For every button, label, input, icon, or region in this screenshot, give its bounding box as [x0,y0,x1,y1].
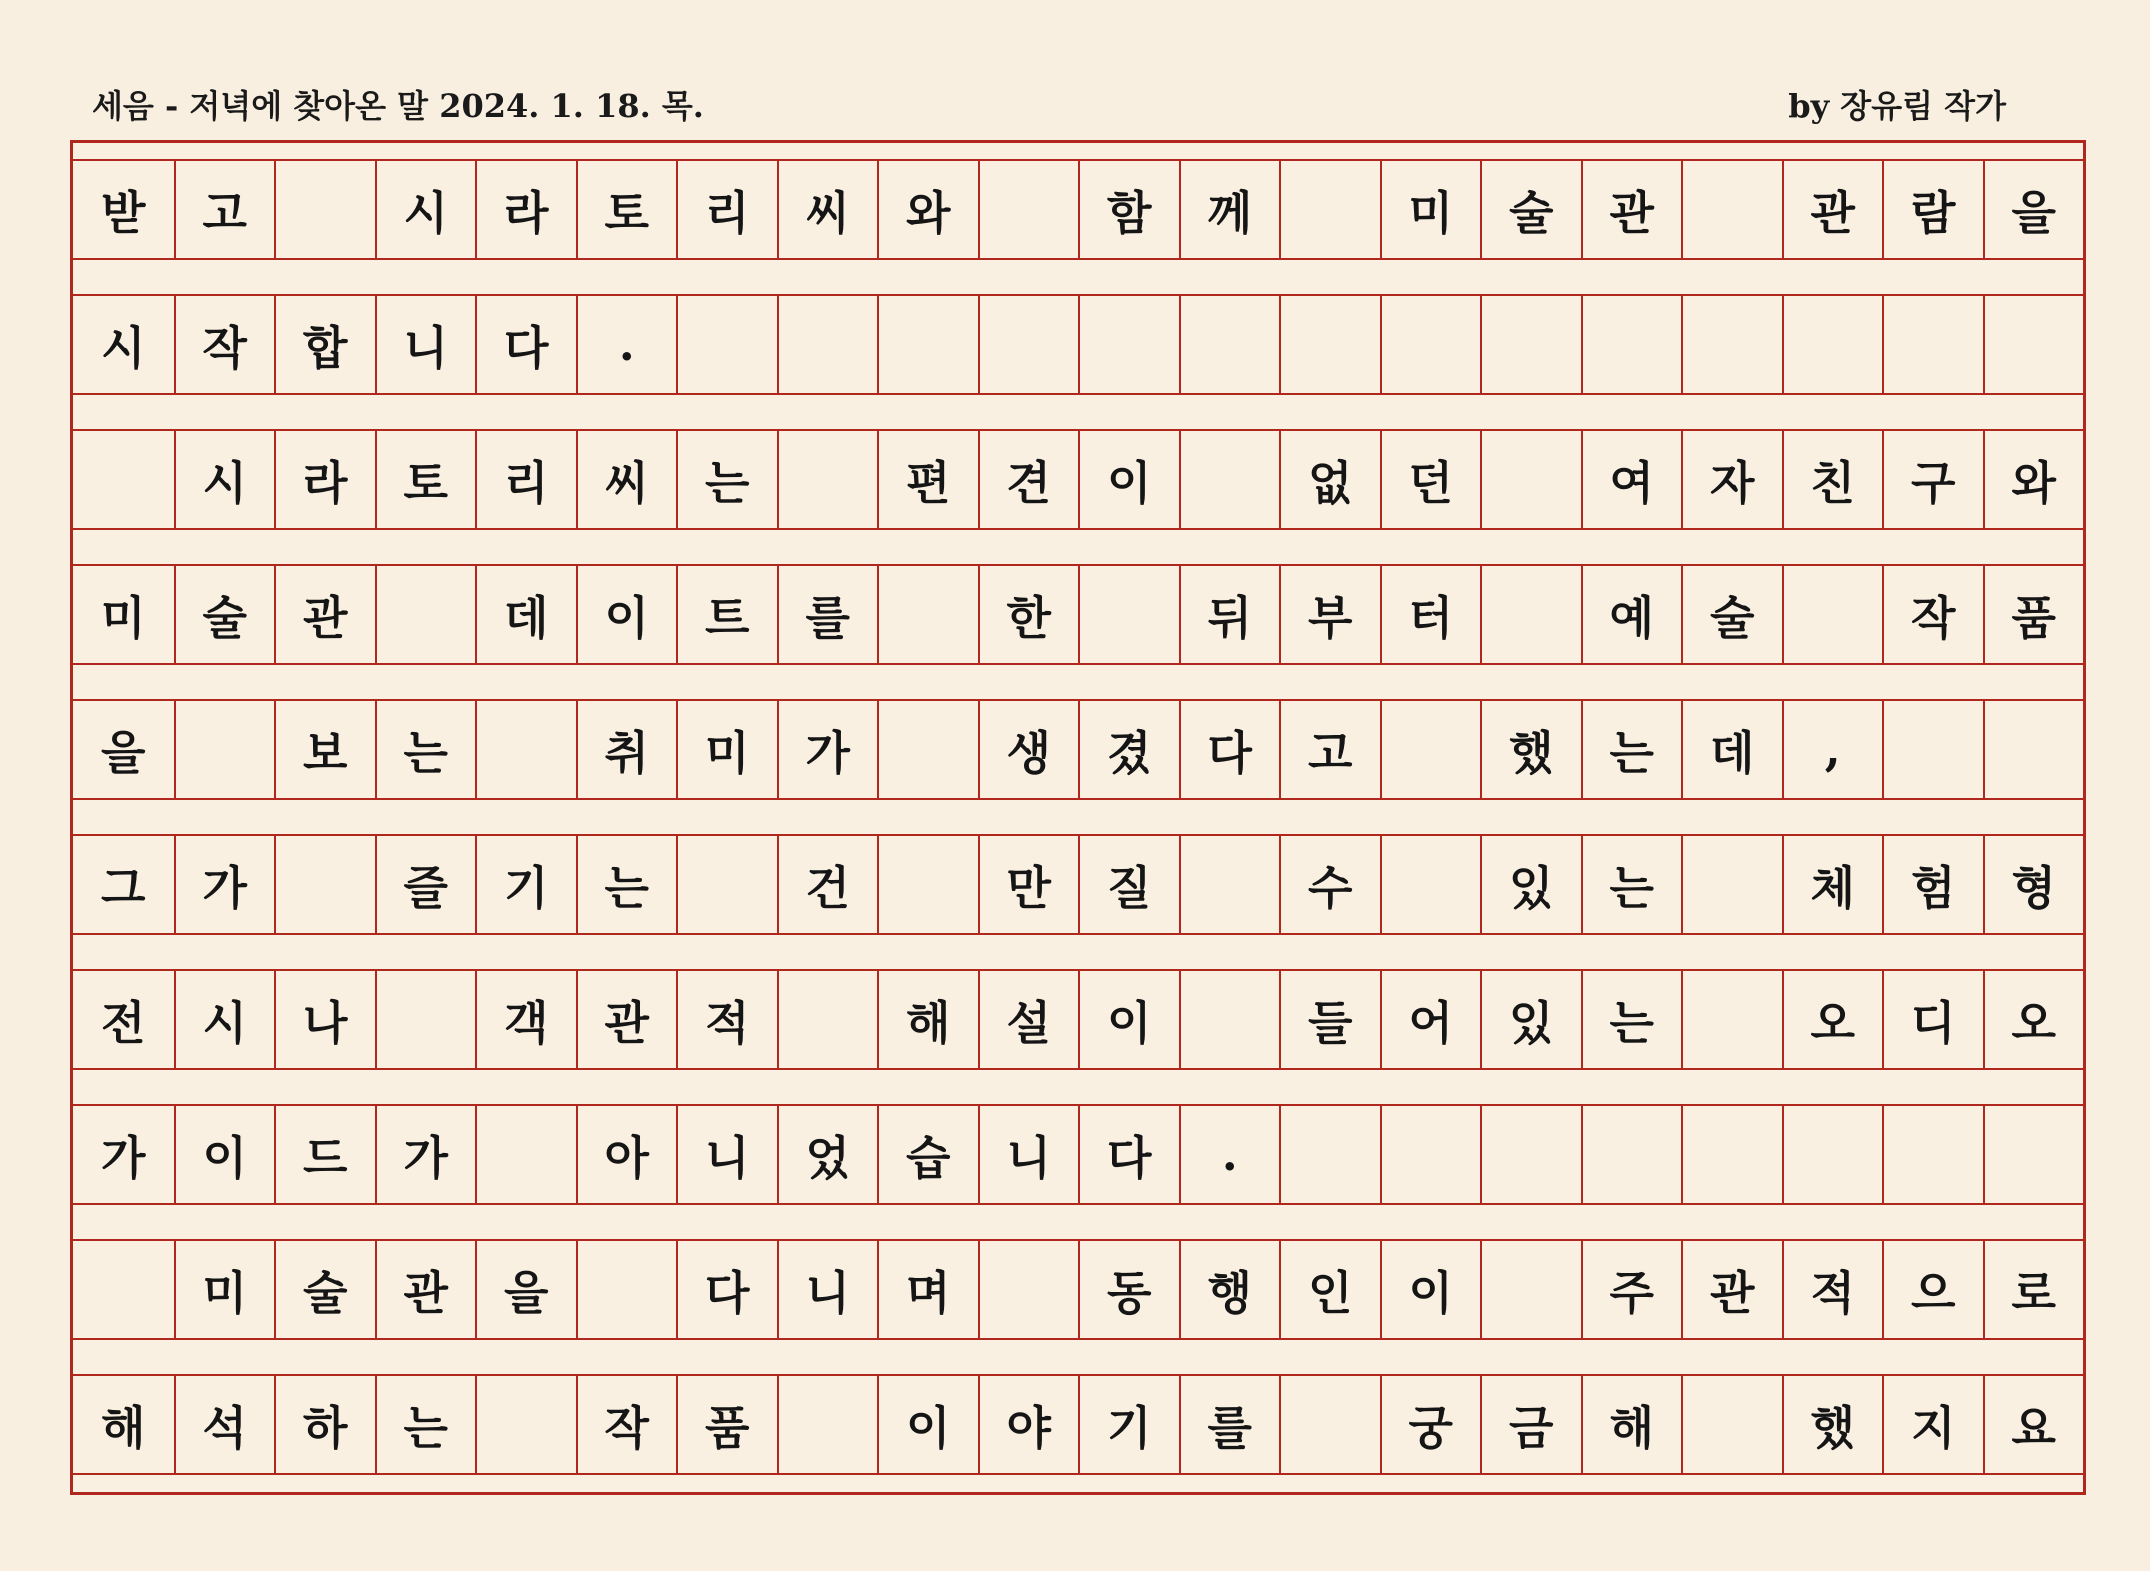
grid-cell [1279,1106,1380,1203]
grid-cell: 즐 [375,836,476,933]
manuscript-row [73,1374,2083,1475]
grid-cell [1681,296,1782,393]
grid-cell: 와 [877,161,978,258]
grid-cell [1380,836,1481,933]
grid-cell: 작 [576,1376,677,1473]
grid-cell: 니 [375,296,476,393]
grid-cell [475,1106,576,1203]
manuscript-title: 세음 - 저녁에 찾아온 말 2024. 1. 18. 목. [92,87,704,125]
grid-cell: 객 [475,971,576,1068]
grid-cell: 술 [174,566,275,663]
grid-cell [1782,296,1883,393]
grid-cell [1078,566,1179,663]
grid-cell: 적 [1782,1241,1883,1338]
grid-cell [475,701,576,798]
grid-cell [1882,701,1983,798]
grid-cell: 야 [978,1376,1079,1473]
grid-cell: 질 [1078,836,1179,933]
grid-cell: 수 [1279,836,1380,933]
grid-cell: 부 [1279,566,1380,663]
grid-cell: 험 [1882,836,1983,933]
grid-cell: 보 [274,701,375,798]
grid-cell: 했 [1480,701,1581,798]
grid-cell: 는 [676,431,777,528]
grid-cell: 작 [174,296,275,393]
grid-cell: 가 [101,1130,146,1185]
grid-cell [1581,1106,1682,1203]
grid-cell: 오 [1782,971,1883,1068]
grid-cell [1681,971,1782,1068]
grid-cell [375,566,476,663]
grid-cell: 관 [1581,161,1682,258]
grid-cell [73,1241,174,1338]
grid-cell [1279,161,1380,258]
grid-cell: 던 [1380,431,1481,528]
manuscript-row [73,834,2083,935]
grid-cell: 해 [877,971,978,1068]
grid-cell [978,296,1079,393]
grid-cell: 기 [475,836,576,933]
grid-cell: 겼 [1078,701,1179,798]
grid-cell: 미 [1380,161,1481,258]
grid-cell: 자 [1681,431,1782,528]
grid-cell: 는 [1581,701,1682,798]
grid-cell [1179,431,1280,528]
grid-cell: 며 [877,1241,978,1338]
grid-cell: 시 [375,161,476,258]
grid-cell: 토 [375,431,476,528]
grid-cell: 미 [174,1241,275,1338]
manuscript-row [73,564,2083,665]
grid-cell [274,161,375,258]
grid-cell: 라 [475,161,576,258]
grid-cell: 드 [274,1106,375,1203]
grid-cell: 를 [777,566,878,663]
grid-cell: 하 [274,1376,375,1473]
grid-cell: 친 [1782,431,1883,528]
grid-cell: 었 [777,1106,878,1203]
grid-cell: 술 [1480,161,1581,258]
grid-cell [1983,1106,2084,1203]
grid-cell [1983,701,2084,798]
grid-cell [174,701,275,798]
grid-cell: 인 [1279,1241,1380,1338]
grid-cell: 적 [676,971,777,1068]
grid-cell: 없 [1279,431,1380,528]
grid-cell: 리 [475,431,576,528]
grid-cell: 나 [274,971,375,1068]
grid-cell [1882,296,1983,393]
grid-cell: 토 [576,161,677,258]
page-header [92,78,2006,130]
grid-cell [1279,296,1380,393]
grid-cell: 했 [1782,1376,1883,1473]
grid-cell: 있 [1480,971,1581,1068]
grid-cell: 데 [1681,701,1782,798]
grid-cell: 으 [1882,1241,1983,1338]
grid-cell: 이 [576,566,677,663]
grid-cell [777,971,878,1068]
grid-cell: . [576,296,677,393]
grid-cell: 를 [1179,1376,1280,1473]
grid-cell: 함 [1078,161,1179,258]
grid-cell: 이 [877,1376,978,1473]
grid-cell [1480,296,1581,393]
grid-cell: 다 [1179,701,1280,798]
grid-cell [1179,836,1280,933]
grid-cell: 견 [978,431,1079,528]
grid-cell [1380,296,1481,393]
grid-cell: 와 [1983,431,2084,528]
grid-cell: 동 [1078,1241,1179,1338]
grid-cell: 고 [1279,701,1380,798]
grid-cell: 이 [1078,431,1179,528]
grid-cell: 씨 [576,431,677,528]
manuscript-row [73,429,2083,530]
manuscript-row [73,159,2083,260]
grid-cell: 습 [877,1106,978,1203]
grid-cell: 께 [1179,161,1280,258]
grid-cell: 리 [676,161,777,258]
grid-cell [475,1376,576,1473]
grid-cell: 을 [1983,161,2084,258]
grid-cell: 받 [101,185,146,240]
grid-cell: 품 [676,1376,777,1473]
grid-cell: 품 [1983,566,2084,663]
grid-cell [1882,1106,1983,1203]
grid-cell: 만 [978,836,1079,933]
grid-cell: 는 [375,701,476,798]
grid-cell [1078,296,1179,393]
manuscript-row [73,699,2083,800]
grid-cell: 시 [174,431,275,528]
grid-cell: 로 [1983,1241,2084,1338]
grid-cell: 니 [978,1106,1079,1203]
manuscript-row [73,1239,2083,1340]
grid-cell: 람 [1882,161,1983,258]
grid-cell [978,1241,1079,1338]
grid-cell [73,431,174,528]
grid-cell: 한 [978,566,1079,663]
grid-cell [1782,1106,1883,1203]
grid-cell: 고 [174,161,275,258]
grid-cell: 구 [1882,431,1983,528]
grid-cell: 데 [475,566,576,663]
grid-cell [1480,1241,1581,1338]
grid-cell [1480,431,1581,528]
grid-cell: 작 [1882,566,1983,663]
grid-cell: 미 [676,701,777,798]
grid-cell: 씨 [777,161,878,258]
grid-cell: 니 [676,1106,777,1203]
grid-cell [576,1241,677,1338]
grid-cell: 오 [1983,971,2084,1068]
grid-cell: 금 [1480,1376,1581,1473]
grid-cell: 다 [1078,1106,1179,1203]
grid-cell: 을 [475,1241,576,1338]
grid-cell: 는 [576,836,677,933]
grid-cell: 시 [174,971,275,1068]
grid-cell [274,836,375,933]
grid-cell [1681,161,1782,258]
grid-cell: 디 [1882,971,1983,1068]
manuscript-row [73,969,2083,1070]
grid-cell [1681,1106,1782,1203]
grid-cell [1380,1106,1481,1203]
manuscript-grid [70,140,2086,1495]
grid-cell: 합 [274,296,375,393]
grid-cell: 행 [1179,1241,1280,1338]
grid-cell [1480,566,1581,663]
grid-cell: . [1179,1106,1280,1203]
grid-cell: 라 [274,431,375,528]
grid-cell: 취 [576,701,677,798]
grid-cell: 기 [1078,1376,1179,1473]
grid-cell: 관 [1681,1241,1782,1338]
grid-cell: 이 [1380,1241,1481,1338]
grid-cell: 석 [174,1376,275,1473]
grid-cell: 여 [1581,431,1682,528]
grid-cell: 을 [101,725,146,780]
grid-cell: 이 [174,1106,275,1203]
grid-cell [877,296,978,393]
grid-cell [1480,1106,1581,1203]
grid-cell: , [1782,701,1883,798]
grid-cell [978,161,1079,258]
grid-cell: 미 [101,590,146,645]
grid-cell: 관 [1782,161,1883,258]
grid-cell: 가 [777,701,878,798]
grid-cell: 설 [978,971,1079,1068]
grid-cell [1681,836,1782,933]
grid-cell: 관 [274,566,375,663]
grid-cell [877,701,978,798]
grid-cell: 해 [101,1400,146,1455]
grid-cell: 들 [1279,971,1380,1068]
grid-cell [777,1376,878,1473]
grid-cell [1179,296,1280,393]
grid-cell: 뒤 [1179,566,1280,663]
grid-cell: 주 [1581,1241,1682,1338]
grid-cell [1782,566,1883,663]
grid-cell [877,836,978,933]
manuscript-row [73,294,2083,395]
grid-cell [1380,701,1481,798]
grid-cell: 관 [375,1241,476,1338]
grid-cell: 이 [1078,971,1179,1068]
grid-cell [877,566,978,663]
grid-cell: 가 [174,836,275,933]
grid-cell: 다 [475,296,576,393]
grid-cell: 예 [1581,566,1682,663]
grid-cell [676,836,777,933]
grid-cell: 관 [576,971,677,1068]
grid-cell: 터 [1380,566,1481,663]
grid-cell: 편 [877,431,978,528]
grid-cell: 는 [375,1376,476,1473]
grid-cell [375,971,476,1068]
grid-cell: 는 [1581,836,1682,933]
grid-cell: 술 [274,1241,375,1338]
grid-cell: 시 [101,320,146,375]
grid-cell [1179,971,1280,1068]
grid-cell [1279,1376,1380,1473]
grid-cell: 아 [576,1106,677,1203]
grid-cell [777,296,878,393]
grid-cell: 형 [1983,836,2084,933]
grid-cell: 건 [777,836,878,933]
grid-cell [1983,296,2084,393]
grid-cell: 전 [101,995,146,1050]
grid-cell: 지 [1882,1376,1983,1473]
grid-cell [1681,1376,1782,1473]
grid-cell: 트 [676,566,777,663]
grid-cell: 요 [1983,1376,2084,1473]
grid-cell: 그 [101,860,146,915]
grid-cell [676,296,777,393]
grid-cell: 다 [676,1241,777,1338]
grid-cell: 궁 [1380,1376,1481,1473]
grid-cell: 생 [978,701,1079,798]
author-credit: by 장유림 작가 [1788,87,2006,125]
grid-cell: 니 [777,1241,878,1338]
grid-cell: 술 [1681,566,1782,663]
grid-cell: 가 [375,1106,476,1203]
grid-cell: 어 [1380,971,1481,1068]
grid-cell: 해 [1581,1376,1682,1473]
grid-cell: 있 [1480,836,1581,933]
grid-cell: 는 [1581,971,1682,1068]
grid-cell [1581,296,1682,393]
grid-cell: 체 [1782,836,1883,933]
manuscript-row [73,1104,2083,1205]
grid-cell [777,431,878,528]
